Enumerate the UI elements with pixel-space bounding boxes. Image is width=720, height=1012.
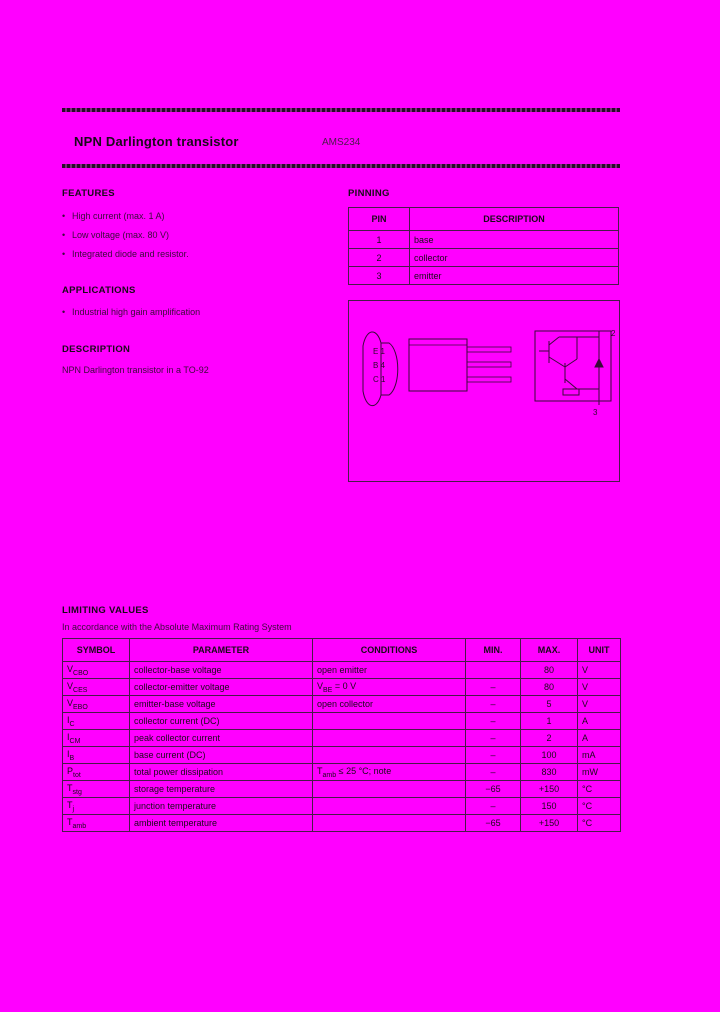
unit-cell: °C [578, 798, 621, 815]
parameter-cell: collector-base voltage [130, 662, 313, 679]
part-number: AMS234 [322, 137, 361, 148]
max-cell: +150 [521, 815, 578, 832]
applications-heading: APPLICATIONS [62, 285, 136, 296]
pin-number: 1 [349, 231, 410, 249]
max-cell: 1 [521, 713, 578, 730]
pin-col-header: PIN [349, 208, 410, 231]
table-row [63, 662, 621, 679]
pinning-table [348, 207, 619, 285]
title-rule [62, 164, 620, 168]
min-cell: – [466, 747, 521, 764]
pin-description: emitter [410, 267, 619, 285]
parameter-cell: junction temperature [130, 798, 313, 815]
symbol-cell: $V_{EBO}$ [63, 696, 130, 713]
unit-cell: V [578, 696, 621, 713]
feature-item: • Integrated diode and resistor. [62, 249, 189, 259]
pin-number: 2 [349, 249, 410, 267]
conditions-cell [313, 747, 466, 764]
pin-label: B 4 [373, 361, 386, 370]
min-cell: – [466, 679, 521, 696]
table-row [349, 231, 619, 249]
parameter-cell: emitter-base voltage [130, 696, 313, 713]
unit-cell: °C [578, 815, 621, 832]
col-header-parameter: PARAMETER [130, 639, 313, 662]
symbol-cell: $P_{tot}$ [63, 764, 130, 781]
table-row [63, 781, 621, 798]
to92-side-view [409, 339, 511, 391]
top-rule [62, 108, 620, 112]
application-item: • Industrial high gain amplification [62, 307, 201, 317]
table-row [63, 730, 621, 747]
pin-number: 3 [349, 267, 410, 285]
table-row [349, 249, 619, 267]
min-cell: – [466, 730, 521, 747]
table-row [63, 713, 621, 730]
conditions-cell [313, 798, 466, 815]
conditions-cell: open collector [313, 696, 466, 713]
pin-description: base [410, 231, 619, 249]
table-row [63, 815, 621, 832]
parameter-cell: collector-emitter voltage [130, 679, 313, 696]
min-cell: – [466, 764, 521, 781]
table-row [63, 747, 621, 764]
table-row [63, 764, 621, 781]
max-cell: +150 [521, 781, 578, 798]
conditions-cell [313, 730, 466, 747]
min-cell: – [466, 713, 521, 730]
max-cell: 100 [521, 747, 578, 764]
package-diagram [349, 301, 619, 481]
parameter-cell: storage temperature [130, 781, 313, 798]
max-cell: 830 [521, 764, 578, 781]
description-heading: DESCRIPTION [62, 344, 131, 355]
symbol-cell: $V_{CES}$ [63, 679, 130, 696]
darlington-symbol [535, 331, 611, 405]
col-header-conditions: CONDITIONS [313, 639, 466, 662]
min-cell: – [466, 798, 521, 815]
parameter-cell: peak collector current [130, 730, 313, 747]
col-header-unit: UNIT [578, 639, 621, 662]
parameter-cell: ambient temperature [130, 815, 313, 832]
pin-label: C 1 [373, 375, 386, 384]
conditions-cell [313, 815, 466, 832]
feature-item: • Low voltage (max. 80 V) [62, 230, 170, 240]
limiting-values-subheading: In accordance with the Absolute Maximum Rating System [62, 622, 292, 632]
col-header-max: MAX. [521, 639, 578, 662]
min-cell: – [466, 696, 521, 713]
conditions-cell [313, 713, 466, 730]
description-text: NPN Darlington transistor in a TO-92 [62, 365, 209, 375]
parameter-cell: base current (DC) [130, 747, 313, 764]
table-row [63, 798, 621, 815]
max-cell: 80 [521, 662, 578, 679]
table-row [349, 267, 619, 285]
unit-cell: °C [578, 781, 621, 798]
package-outline-box [348, 300, 620, 482]
min-cell: −65 [466, 781, 521, 798]
unit-cell: mW [578, 764, 621, 781]
feature-item: • High current (max. 1 A) [62, 211, 165, 221]
unit-cell: A [578, 713, 621, 730]
to92-front-view [363, 332, 398, 406]
table-row [63, 679, 621, 696]
conditions-cell: $T_{amb} \le 25$ °C; note [313, 764, 466, 781]
col-header-symbol: SYMBOL [63, 639, 130, 662]
terminal-label: 3 [593, 408, 598, 417]
limiting-values-table [62, 638, 621, 832]
max-cell: 2 [521, 730, 578, 747]
max-cell: 5 [521, 696, 578, 713]
parameter-cell: collector current (DC) [130, 713, 313, 730]
unit-cell: A [578, 730, 621, 747]
max-cell: 80 [521, 679, 578, 696]
terminal-label: 2 [611, 329, 616, 338]
features-heading: FEATURES [62, 188, 115, 199]
symbol-cell: $I_{CM}$ [63, 730, 130, 747]
parameter-cell: total power dissipation [130, 764, 313, 781]
conditions-cell: $V_{BE} = 0$ V [313, 679, 466, 696]
max-cell: 150 [521, 798, 578, 815]
limiting-values-heading: LIMITING VALUES [62, 605, 149, 616]
min-cell [466, 662, 521, 679]
pinning-heading: PINNING [348, 188, 390, 199]
unit-cell: V [578, 662, 621, 679]
symbol-cell: $I_B$ [63, 747, 130, 764]
conditions-cell [313, 781, 466, 798]
symbol-cell: $T_j$ [63, 798, 130, 815]
min-cell: −65 [466, 815, 521, 832]
description-col-header: DESCRIPTION [410, 208, 619, 231]
col-header-min: MIN. [466, 639, 521, 662]
page-title: NPN Darlington transistor [74, 134, 239, 149]
symbol-cell: $T_{amb}$ [63, 815, 130, 832]
symbol-cell: $T_{stg}$ [63, 781, 130, 798]
unit-cell: mA [578, 747, 621, 764]
table-header-row [63, 639, 621, 662]
symbol-cell: $I_C$ [63, 713, 130, 730]
table-row [63, 696, 621, 713]
pin-description: collector [410, 249, 619, 267]
symbol-cell: $V_{CBO}$ [63, 662, 130, 679]
conditions-cell: open emitter [313, 662, 466, 679]
unit-cell: V [578, 679, 621, 696]
pin-label: E 1 [373, 347, 386, 356]
